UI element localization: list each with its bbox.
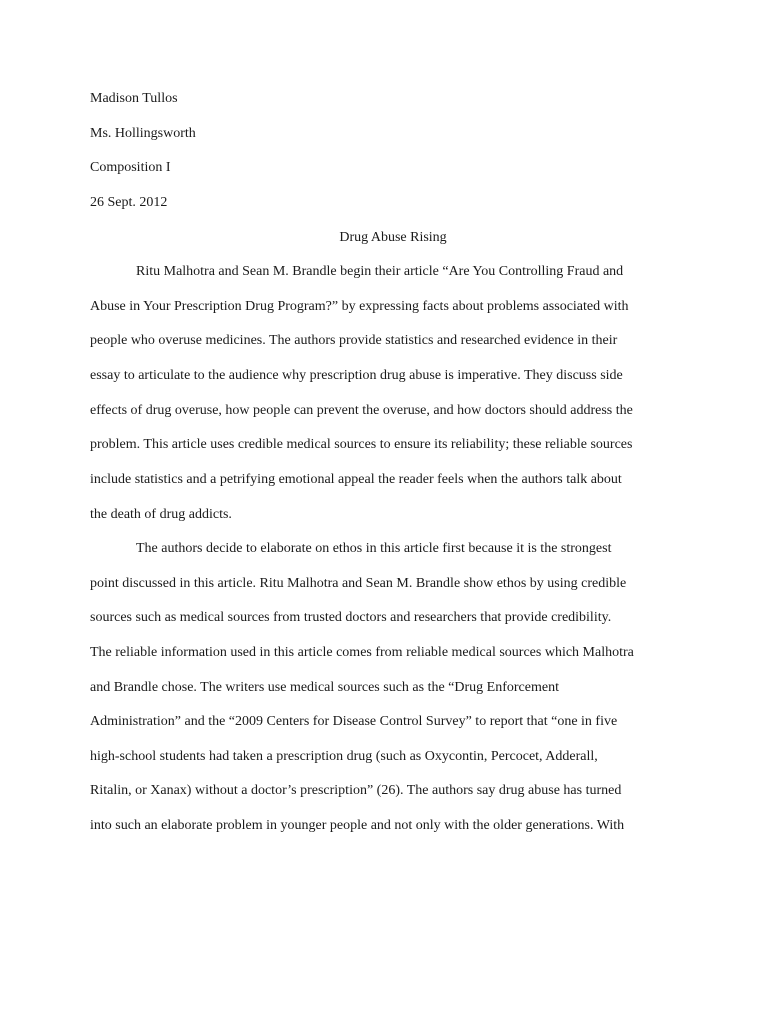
paragraph-1-line: include statistics and a petrifying emotional appeal the reader feels when the authors talk about (90, 472, 622, 487)
essay-title: Drug Abuse Rising (339, 230, 447, 245)
paragraph-1-line: people who overuse medicines. The authors provide statistics and researched evidence in their (90, 333, 618, 348)
paragraph-2-line: Administration” and the “2009 Centers for Disease Control Survey” to report that “one in five (90, 714, 618, 729)
paragraph-2-line: high-school students had taken a prescription drug (such as Oxycontin, Percocet, Adderall, (90, 749, 598, 764)
paragraph-2-line: point discussed in this article. Ritu Malhotra and Sean M. Brandle show ethos by using credible (90, 576, 627, 591)
paragraph-2-line: sources such as medical sources from trusted doctors and researchers that provide credibility. (90, 610, 612, 625)
paragraph-1-line: Abuse in Your Prescription Drug Program?” by expressing facts about problems associated with (90, 299, 629, 314)
paragraph-1-line: essay to articulate to the audience why prescription drug abuse is imperative. They discuss side (90, 368, 623, 383)
author-name: Madison Tullos (90, 91, 178, 106)
paragraph-2-line: Ritalin, or Xanax) without a doctor’s prescription” (26). The authors say drug abuse has turned (90, 783, 622, 798)
paragraph-2-line: The reliable information used in this article comes from reliable medical sources which Malhotra (90, 645, 634, 660)
paragraph-2-line: into such an elaborate problem in younger people and not only with the older generations. With (90, 818, 625, 833)
paragraph-1-line: Ritu Malhotra and Sean M. Brandle begin their article “Are You Controlling Fraud and (136, 264, 624, 279)
instructor-name: Ms. Hollingsworth (90, 126, 196, 141)
paragraph-1-line: problem. This article uses credible medical sources to ensure its reliability; these reliable sources (90, 437, 633, 452)
essay-date: 26 Sept. 2012 (90, 195, 168, 210)
paragraph-2-line: The authors decide to elaborate on ethos in this article first because it is the strongest (136, 541, 612, 556)
course-name: Composition I (90, 160, 171, 175)
paragraph-1-line: effects of drug overuse, how people can prevent the overuse, and how doctors should address the (90, 403, 633, 418)
paragraph-1-line: the death of drug addicts. (90, 507, 232, 522)
paragraph-2-line: and Brandle chose. The writers use medical sources such as the “Drug Enforcement (90, 680, 559, 695)
